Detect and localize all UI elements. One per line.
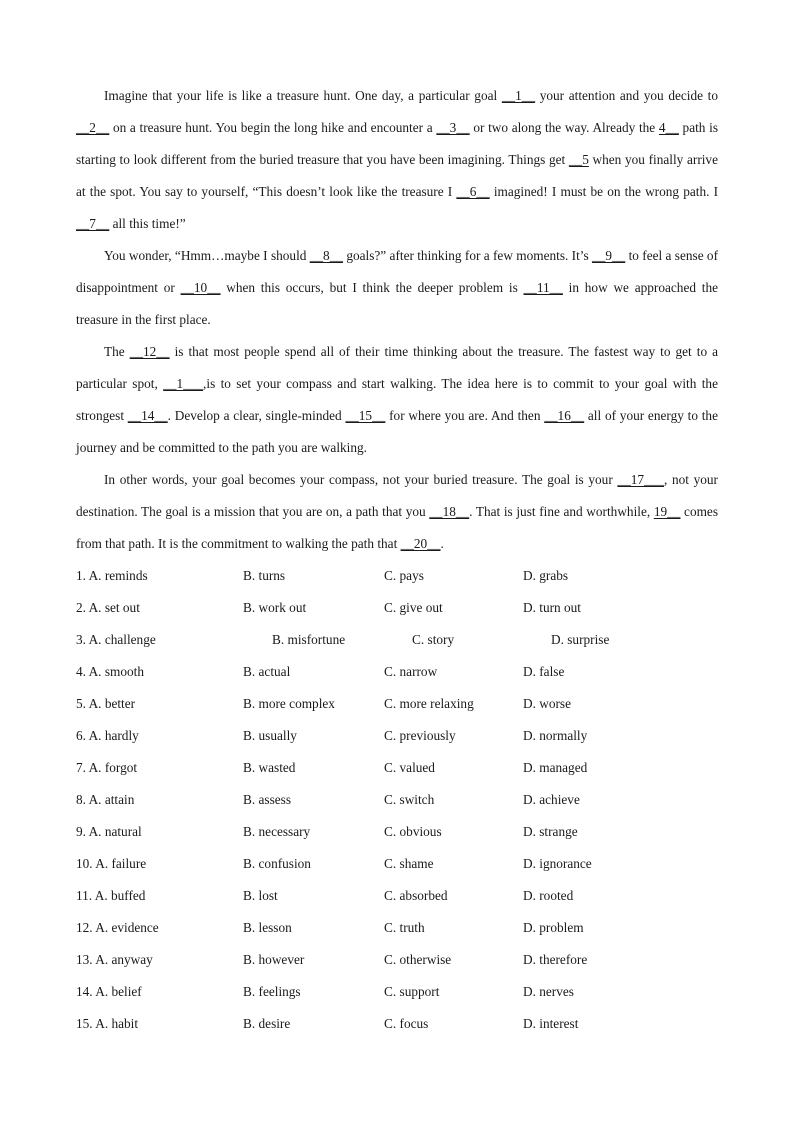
option-row-10 [76,848,718,880]
option-a: 5. A. better [76,696,136,711]
passage-text: all of your energy to the journey and be committed to the path you are walking. [76,408,718,455]
option-b: B. confusion [243,856,311,871]
option-c: C. focus [384,1016,429,1031]
passage-text: on a treasure hunt. You begin the long hike and encounter a [109,120,437,135]
blank-11: __11__ [523,280,563,295]
passage-text: . [440,536,444,551]
option-a: 13. A. anyway [76,952,153,967]
option-b: B. lesson [243,920,292,935]
blank-8: __8__ [309,248,343,263]
blank-10: __10__ [180,280,221,295]
option-row-13 [76,944,718,976]
option-row-9 [76,816,718,848]
paragraph-2 [76,240,718,336]
blank-13: __1___ [163,376,204,391]
option-c: C. give out [384,600,443,615]
blank-2: __2__ [76,120,110,135]
passage-text: your attention and you decide to [535,88,719,103]
option-c: C. pays [384,568,424,583]
passage-text: imagined! I must be on the wrong path. I [489,184,719,199]
passage-text: all this time!” [109,216,186,231]
option-b: B. necessary [243,824,311,839]
passage-text: for where you are. And then [385,408,545,423]
option-a: 7. A. forgot [76,760,138,775]
passage-text: In other words, your goal becomes your compass, not your buried treasure. The goal is your [104,472,618,487]
passage-text: in how we approached the treasure in the first place. [76,280,718,327]
blank-17: __17___ [617,472,664,487]
answer-options [76,560,718,1040]
option-b: B. turns [243,568,286,583]
option-a: 6. A. hardly [76,728,139,743]
option-c: C. obvious [384,824,442,839]
blank-15: __15__ [345,408,386,423]
option-a: 11. A. buffed [76,888,146,903]
option-d: D. turn out [523,600,581,615]
option-row-4 [76,656,718,688]
blank-12: __12__ [129,344,170,359]
option-b: B. lost [243,888,278,903]
option-d: D. managed [523,760,588,775]
option-c: C. absorbed [384,888,448,903]
paragraph-3 [76,336,718,464]
option-d: D. therefore [523,952,588,967]
blank-18: __18__ [429,504,470,519]
passage-text: or two along the way. Already the [469,120,659,135]
option-c: C. more relaxing [384,696,474,711]
cloze-passage [76,80,718,560]
option-a: 3. A. challenge [76,632,156,647]
option-c: C. support [384,984,440,999]
option-a: 12. A. evidence [76,920,159,935]
blank-3: __3__ [436,120,470,135]
option-row-11 [76,880,718,912]
paragraph-4 [76,464,718,560]
passage-text: ,is to set your compass and start walking. The idea here is to commit to your goal with the strongest [76,376,718,423]
option-c: C. story [412,632,455,647]
option-row-14 [76,976,718,1008]
blank-6: __6__ [456,184,490,199]
option-a: 10. A. failure [76,856,147,871]
option-d: D. interest [523,1016,579,1031]
option-c: C. valued [384,760,435,775]
passage-text: , not your destination. The goal is a mission that you are on, a path that you [76,472,718,519]
option-row-8 [76,784,718,816]
blank-14: __14__ [127,408,168,423]
option-a: 8. A. attain [76,792,135,807]
option-d: D. worse [523,696,572,711]
passage-text: when this occurs, but I think the deeper problem is [220,280,524,295]
option-c: C. switch [384,792,435,807]
option-c: C. truth [384,920,425,935]
passage-text: when you finally arrive at the spot. You say to yourself, “This doesn’t look like the treasure I [76,152,718,199]
option-row-5 [76,688,718,720]
option-row-3 [76,624,718,656]
option-d: D. false [523,664,565,679]
option-row-1 [76,560,718,592]
passage-text: to feel a sense of disappointment or [76,248,719,295]
option-row-6 [76,720,718,752]
blank-5: __5 [568,152,589,167]
option-d: D. normally [523,728,588,743]
blank-19: 19__ [653,504,681,519]
passage-text: . Develop a clear, single-minded [167,408,346,423]
option-c: C. otherwise [384,952,452,967]
option-a: 2. A. set out [76,600,140,615]
option-d: D. nerves [523,984,574,999]
blank-4: 4__ [658,120,679,135]
option-a: 9. A. natural [76,824,142,839]
option-b: B. assess [243,792,292,807]
option-d: D. surprise [551,632,610,647]
option-row-15 [76,1008,718,1040]
option-a: 15. A. habit [76,1016,139,1031]
option-a: 4. A. smooth [76,664,144,679]
paragraph-1 [76,80,718,240]
option-d: D. strange [523,824,578,839]
option-b: B. desire [243,1016,291,1031]
option-b: B. more complex [243,696,335,711]
option-b: B. feelings [243,984,301,999]
blank-20: __20__ [400,536,441,551]
passage-text: comes from that path. It is the commitment to walking the path that [76,504,719,551]
option-c: C. narrow [384,664,438,679]
option-b: B. work out [243,600,307,615]
option-d: D. achieve [523,792,580,807]
blank-1: __1__ [501,88,536,103]
option-b: B. however [243,952,305,967]
passage-text: path is starting to look different from the buried treasure that you have been imagining. Things get [76,120,718,167]
option-a: 1. A. reminds [76,568,148,583]
option-d: D. problem [523,920,584,935]
passage-text: is that most people spend all of their time thinking about the treasure. The fastest way to get to a particular spot, [76,344,719,391]
blank-9: __9__ [592,248,626,263]
option-d: D. ignorance [523,856,592,871]
passage-text: goals?” after thinking for a few moments. It’s [343,248,593,263]
option-row-12 [76,912,718,944]
passage-text: Imagine that your life is like a treasure hunt. One day, a particular goal [104,88,502,103]
option-a: 14. A. belief [76,984,142,999]
option-d: D. grabs [523,568,569,583]
option-c: C. shame [384,856,434,871]
blank-16: __16__ [544,408,585,423]
option-b: B. actual [243,664,291,679]
option-b: B. misfortune [272,632,346,647]
passage-text: . That is just fine and worthwhile, [469,504,654,519]
option-row-2 [76,592,718,624]
option-c: C. previously [384,728,456,743]
option-b: B. usually [243,728,297,743]
option-row-7 [76,752,718,784]
passage-text: You wonder, “Hmm…maybe I should [104,248,310,263]
option-b: B. wasted [243,760,296,775]
passage-text: The [104,344,130,359]
blank-7: __7__ [76,216,110,231]
option-d: D. rooted [523,888,574,903]
